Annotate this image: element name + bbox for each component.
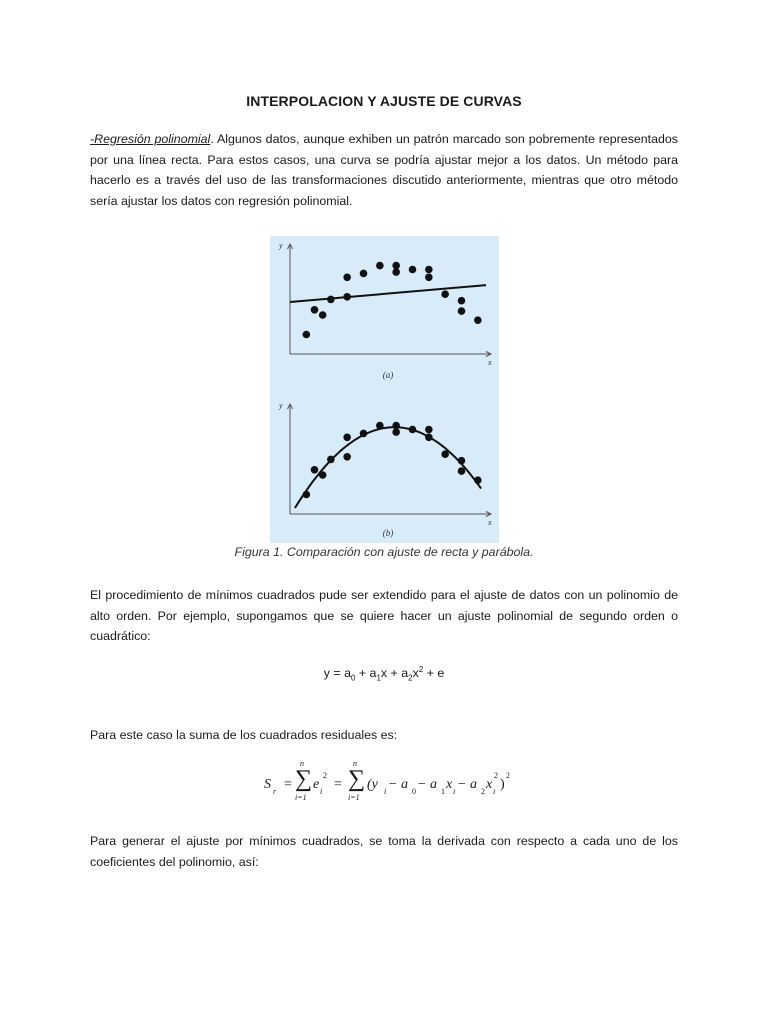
fit-curve — [295, 427, 481, 508]
paragraph-3: Para este caso la suma de los cuadrados residuales es: — [90, 728, 398, 742]
data-point — [409, 266, 417, 274]
data-point — [343, 434, 351, 442]
data-point — [311, 306, 319, 314]
data-point — [392, 268, 400, 276]
panel-label: (b) — [382, 528, 394, 538]
eq2-sup: 2 — [494, 771, 498, 780]
eq2-body: − a — [388, 777, 408, 792]
data-point — [376, 262, 384, 270]
data-point — [376, 422, 384, 430]
x-axis-label: x — [488, 358, 492, 367]
eq2-sub: i — [493, 787, 496, 796]
data-point — [392, 428, 400, 436]
eq1-part: x — [412, 666, 419, 681]
data-point — [392, 262, 400, 270]
data-point — [409, 426, 417, 434]
paragraph-2: El procedimiento de mínimos cuadrados pude ser extendido para el ajuste de datos con un polinomio de alto orden. Por ejemplo, supongamos que se quiere hacer un ajuste polinomial de segundo orden o cuadrático: — [90, 588, 678, 643]
eq2-sub: i — [320, 787, 323, 796]
data-point — [319, 471, 327, 479]
eq2-body: − a — [457, 777, 477, 792]
data-point — [343, 274, 351, 282]
eq2-body: ) — [500, 777, 505, 792]
eq2-sub: 1 — [441, 787, 445, 796]
data-point — [327, 456, 335, 464]
eq1-part: y = a — [323, 666, 351, 681]
data-point — [303, 331, 311, 339]
data-point — [458, 457, 466, 465]
eq2-sub: 0 — [412, 787, 416, 796]
eq2-body: x — [486, 777, 493, 792]
eq2-symbol: e — [313, 777, 320, 792]
eq2-sigma-icon: ∑ — [295, 766, 313, 792]
figure-1 — [270, 236, 499, 543]
eq1-part: + e — [423, 666, 445, 681]
data-point — [441, 450, 449, 458]
eq1-sup: 2 — [418, 665, 424, 674]
data-point — [474, 476, 482, 484]
data-point — [425, 274, 433, 282]
data-point — [360, 430, 368, 438]
eq2-body: x — [446, 777, 453, 792]
data-point — [425, 266, 433, 274]
equation-quadratic — [0, 665, 768, 683]
data-point — [458, 297, 466, 305]
x-axis-label: x — [488, 518, 492, 527]
eq2-sub: r — [273, 787, 277, 796]
eq1-part: + a — [355, 666, 377, 681]
intro-text: . Algunos datos, aunque exhiben un patrón marcado son pobremente representados por una línea recta. Para estos casos, una curva se podría ajustar mejor a los datos. Un método para hacerlo es a través del uso de las transformaciones discutido anteriormente, mientras que otro método sería ajustar los datos con regresión polinomial. — [90, 132, 678, 208]
data-point — [327, 296, 335, 304]
data-point — [458, 467, 466, 475]
eq2-sub: i — [384, 787, 387, 796]
data-point — [319, 311, 327, 319]
data-point — [392, 422, 400, 430]
data-point — [343, 293, 351, 301]
intro-paragraph — [90, 129, 678, 211]
eq2-limit-top: n — [353, 759, 357, 768]
intro-lead: -Regresión polinomial — [90, 132, 211, 146]
figure-caption: Figura 1. Comparación con ajuste de recta y parábola. — [234, 545, 534, 559]
data-point — [425, 434, 433, 442]
data-point — [303, 491, 311, 499]
data-point — [458, 307, 466, 315]
eq2-sup: 2 — [323, 771, 327, 780]
eq2-symbol: S — [264, 777, 271, 792]
eq2-body: (y — [367, 777, 378, 792]
eq2-limit-bottom: i=1 — [348, 793, 360, 802]
y-axis-label: y — [279, 241, 283, 250]
data-point — [474, 316, 482, 324]
eq2-sub: 2 — [481, 787, 485, 796]
eq2-equals: = — [334, 777, 342, 792]
panel-a — [278, 241, 492, 380]
data-point — [343, 453, 351, 461]
eq1-sub: 0 — [350, 673, 356, 683]
fit-line — [290, 285, 486, 302]
eq1-sub: 1 — [376, 673, 381, 683]
panel-b — [278, 401, 492, 538]
data-point — [311, 466, 319, 474]
eq2-sup: 2 — [506, 771, 510, 780]
y-axis-label: y — [279, 401, 283, 410]
data-point — [425, 426, 433, 434]
panel-label: (a) — [382, 370, 394, 380]
paragraph-4: Para generar el ajuste por mínimos cuadrados, se toma la derivada con respecto a cada uno de los coeficientes del polinomio, así: — [90, 834, 678, 869]
eq2-equals: = — [284, 777, 292, 792]
data-point — [360, 270, 368, 278]
figure-svg — [270, 236, 499, 543]
data-point — [441, 290, 449, 298]
eq2-sigma-icon: ∑ — [348, 766, 366, 792]
equation-residual-sum — [262, 759, 522, 812]
eq1-sub: 2 — [408, 673, 413, 683]
eq2-limit-top: n — [300, 759, 304, 768]
eq1-part: x + a — [380, 666, 409, 681]
eq2-sub: i — [453, 787, 456, 796]
eq2-limit-bottom: i=1 — [295, 793, 307, 802]
page-title: INTERPOLACION Y AJUSTE DE CURVAS — [246, 93, 522, 109]
eq2-body: − a — [417, 777, 437, 792]
